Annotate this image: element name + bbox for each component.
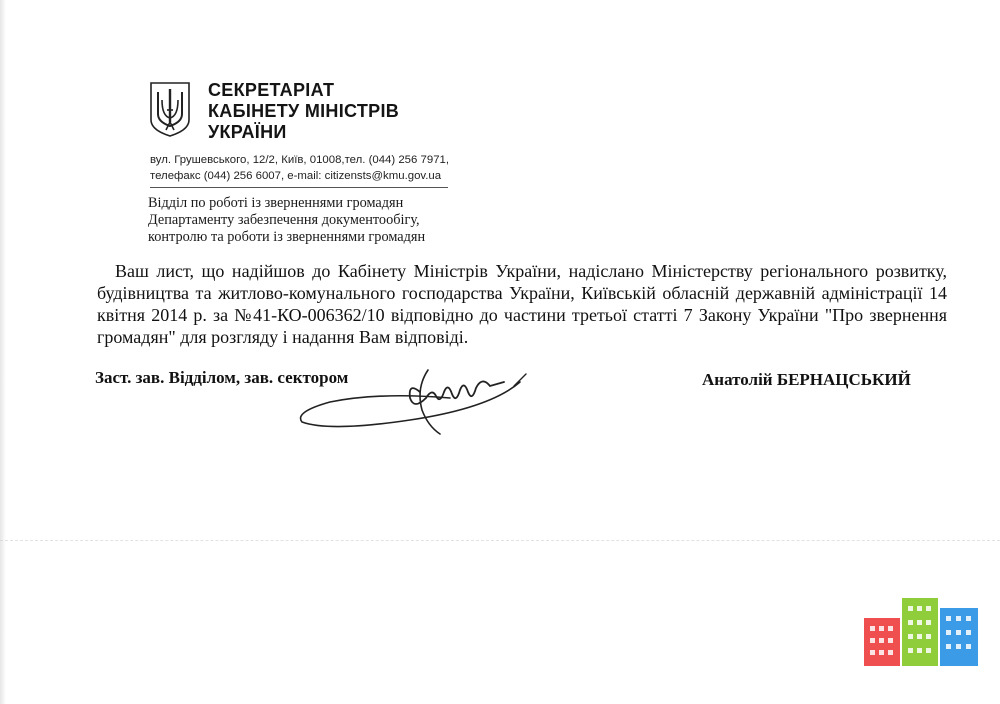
department-line: контролю та роботи із зверненнями громадян: [148, 229, 426, 245]
department-line: Відділ по роботі із зверненнями громадян: [148, 195, 404, 211]
trident-emblem-icon: [148, 80, 192, 138]
department-block: [148, 195, 425, 246]
body-paragraph: Ваш лист, що надійшов до Кабінету Міністрів України, надіслано Міністерству регіонального розвитку, будівництва та житлово-комунального господарства України, Київській обласній державній адміністрації 14 квітня 2014 р. за №41-КО-006362/10 відповідно до частини третьої статті 7 Закону України "Про звернення громадян" для розгляду і надання Вам відповіді.: [97, 261, 947, 347]
org-line: КАБІНЕТУ МІНІСТРІВ: [208, 101, 400, 121]
scan-artifact-line: [0, 540, 1000, 542]
address-line: телефакс (044) 256 6007, e-mail: citizensts@kmu.gov.ua: [150, 170, 442, 182]
address-line: вул. Грушевського, 12/2, Київ, 01008,тел. (044) 256 7971,: [150, 154, 450, 166]
handwritten-signature: [290, 352, 540, 442]
scan-edge-shadow: [0, 0, 6, 704]
org-line: СЕКРЕТАРІАТ: [208, 80, 335, 100]
signatory-title: Заст. зав. Відділом, зав. сектором: [95, 368, 349, 387]
letter-body: [97, 260, 947, 348]
signatory-name: Анатолій БЕРНАЦСЬКИЙ: [702, 370, 911, 389]
department-line: Департаменту забезпечення документообігу,: [148, 212, 420, 228]
contact-address: [150, 152, 449, 184]
buildings-watermark-logo: [862, 596, 982, 670]
org-line: УКРАЇНИ: [208, 122, 287, 142]
letterhead-divider: [150, 187, 448, 188]
organization-name: [208, 80, 399, 143]
